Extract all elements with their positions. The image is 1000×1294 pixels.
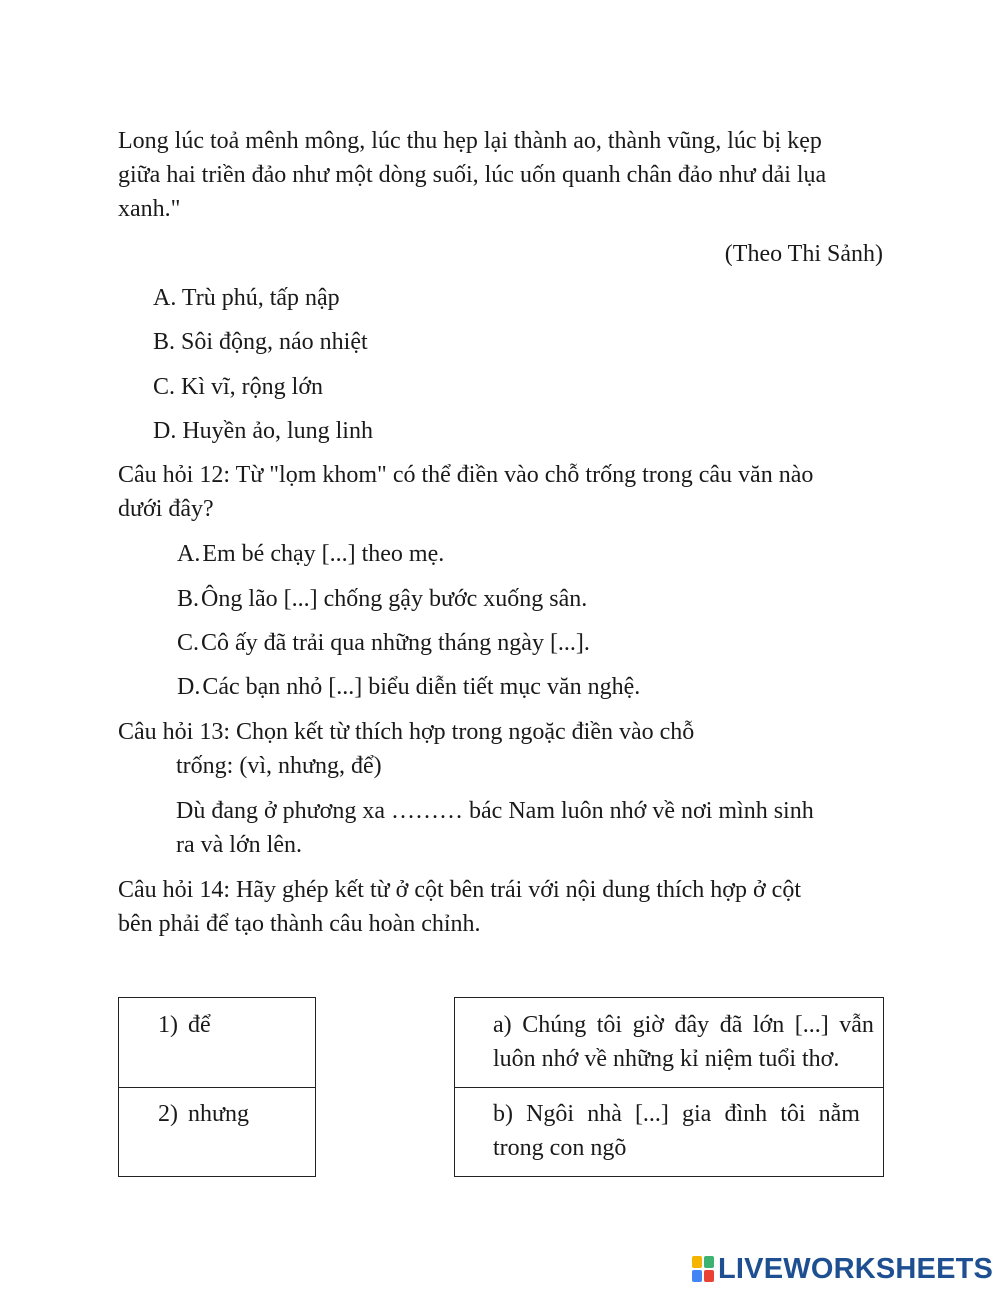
passage-line-3: xanh." <box>118 196 181 222</box>
logo-square <box>704 1270 714 1282</box>
liveworksheets-logo <box>692 1252 993 1286</box>
word: giờ <box>632 1012 664 1038</box>
left-item-2[interactable] <box>158 1097 249 1131</box>
q12-option-letter: C. <box>177 630 200 656</box>
right-item-line-1 <box>493 1008 874 1042</box>
word: vẫn <box>839 1012 874 1038</box>
right-item-letter: a) <box>493 1012 512 1038</box>
q14-title-line-1: Câu hỏi 14: Hãy ghép kết từ ở cột bên trái với nội dung thích hợp ở cột <box>118 877 801 903</box>
table-divider <box>118 1087 316 1088</box>
right-item-line-1 <box>493 1097 860 1131</box>
word: đình <box>724 1101 768 1127</box>
q12-option-text: Em bé chạy [...] theo mẹ. <box>202 541 445 567</box>
q11-option-b: B. Sôi động, náo nhiệt <box>153 329 368 355</box>
q12-title-line-2: dưới đây? <box>118 496 214 522</box>
word: gia <box>682 1101 712 1127</box>
passage-line-2: giữa hai triền đảo như một dòng suối, lúc uốn quanh chân đảo như dải lụa <box>118 162 827 188</box>
q12-option-d <box>177 670 640 704</box>
q12-option-text: Cô ấy đã trải qua những tháng ngày [...]. <box>201 630 590 656</box>
logo-square <box>692 1256 702 1268</box>
q11-option-c: C. Kì vĩ, rộng lớn <box>153 374 324 400</box>
right-item-letter: b) <box>493 1101 513 1127</box>
word: lớn <box>752 1012 785 1038</box>
left-item-number: 1) <box>158 1012 178 1038</box>
word: tôi <box>596 1012 623 1038</box>
q12-option-b <box>177 582 587 616</box>
word: đã <box>719 1012 743 1038</box>
logo-square <box>704 1256 714 1268</box>
q11-option-d: D. Huyền ảo, lung linh <box>153 418 373 444</box>
word: Ngôi <box>526 1101 575 1127</box>
q11-option-a: A. Trù phú, tấp nập <box>153 285 340 311</box>
q12-option-letter: B. <box>177 586 200 612</box>
q13-title-line-2: trống: (vì, nhưng, để) <box>176 753 382 779</box>
q12-option-c <box>177 626 590 660</box>
table-divider <box>454 1087 884 1088</box>
right-item-line-2: luôn nhớ về những kỉ niệm tuổi thơ. <box>493 1046 840 1072</box>
q13-sentence-line-2: ra và lớn lên. <box>176 832 302 858</box>
logo-square <box>692 1270 702 1282</box>
q12-option-letter: A. <box>177 541 201 567</box>
word: đây <box>674 1012 710 1038</box>
right-item-a[interactable] <box>493 1008 874 1076</box>
left-item-number: 2) <box>158 1101 178 1127</box>
q14-title-line-2: bên phải để tạo thành câu hoàn chỉnh. <box>118 911 481 937</box>
q12-option-text: Các bạn nhỏ [...] biểu diễn tiết mục văn nghệ. <box>202 674 641 700</box>
left-item-word: để <box>188 1012 211 1038</box>
left-item-1[interactable] <box>158 1008 211 1042</box>
q12-option-a <box>177 537 444 571</box>
q13-title-line-1: Câu hỏi 13: Chọn kết từ thích hợp trong ngoặc điền vào chỗ <box>118 719 695 745</box>
q12-title-line-1: Câu hỏi 12: Từ "lọm khom" có thể điền vào chỗ trống trong câu văn nào <box>118 462 814 488</box>
word: nằm <box>818 1101 860 1127</box>
word: Chúng <box>522 1012 587 1038</box>
q13-sentence-line-1: Dù đang ở phương xa ……… bác Nam luôn nhớ về nơi mình sinh <box>176 798 814 824</box>
left-item-word: nhưng <box>188 1101 250 1127</box>
right-item-line-2: trong con ngõ <box>493 1135 627 1161</box>
word: nhà <box>587 1101 622 1127</box>
logo-text: LIVEWORKSHEETS <box>718 1252 994 1285</box>
word: tôi <box>780 1101 806 1127</box>
q12-option-letter: D. <box>177 674 201 700</box>
word: [...] <box>634 1101 669 1127</box>
word: [...] <box>794 1012 829 1038</box>
logo-mark-icon <box>692 1256 714 1282</box>
q12-option-text: Ông lão [...] chống gậy bước xuống sân. <box>201 586 588 612</box>
passage-source: (Theo Thi Sảnh) <box>724 241 883 267</box>
passage-line-1: Long lúc toả mênh mông, lúc thu hẹp lại thành ao, thành vũng, lúc bị kẹp <box>118 128 822 154</box>
right-item-b[interactable] <box>493 1097 860 1165</box>
